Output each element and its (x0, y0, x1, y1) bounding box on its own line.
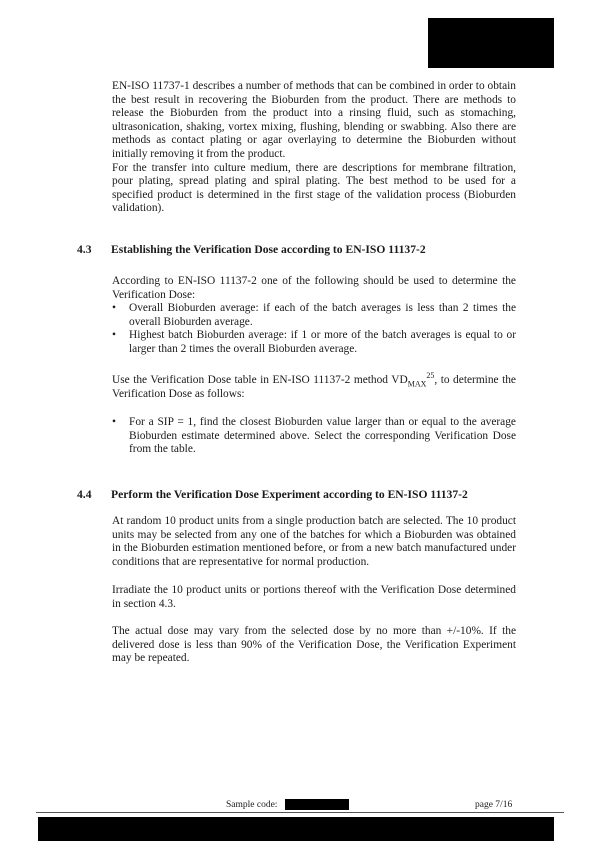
section-title: Perform the Verification Dose Experiment according to EN-ISO 11137-2 (111, 488, 468, 501)
section-4-4-paragraph-3: The actual dose may vary from the selected dose by no more than +/-10%. If the delivered dose is less than 90% of the Verification Dose, the Verification Experiment may be repeated. (112, 625, 516, 665)
redaction-block-top (428, 18, 554, 68)
table-text-before: Use the Verification Dose table in EN-ISO 11137-2 method VD (112, 374, 408, 386)
vd-superscript: 25 (426, 371, 435, 381)
section-number: 4.4 (77, 488, 92, 501)
intro-paragraph-1: EN-ISO 11737-1 describes a number of methods that can be combined in order to obtain the best result in recovering the Bioburden from the product. There are methods to release the Bioburden from the product into a rinsing fluid, such as stomaching, ultrasonication, shaking, vortex mixing, flushing, blending or swabbing. Also there are methods as contact plating or agar overlaying to determine the Bioburden without initially removing it from the product. (112, 80, 516, 160)
page-number: page 7/16 (475, 800, 513, 810)
criteria-list (112, 302, 516, 356)
section-4-3-lead: According to EN-ISO 11137-2 one of the following should be used to determine the Verification Dose: (112, 275, 516, 301)
sample-code-label: Sample code: (226, 800, 278, 810)
section-4-3-table-paragraph (112, 371, 516, 401)
intro-paragraph-2: For the transfer into culture medium, there are descriptions for membrane filtration, pour plating, spread plating and spiral plating. The best method to be used for a specified product is determined in the first stage of the validation process (Bioburden validation). (112, 161, 516, 215)
section-4-4-paragraph-1: At random 10 product units from a single production batch are selected. The 10 product units may be selected from any one of the batches for which a Bioburden was obtained in the Bioburden estimation mentioned before, or from a new batch manufactured under conditions that are representative for normal production. (112, 515, 516, 568)
list-item: • Highest batch Bioburden average: if 1 or more of the batch averages is equal to or larger than 2 times the overall Bioburden average. (112, 329, 516, 356)
footer-divider (36, 812, 564, 813)
section-4-3-sip-bullet (112, 416, 516, 457)
table-text-after: , to determine the Verification Dose as follows: (112, 374, 516, 400)
intro-section (112, 80, 516, 216)
list-item: • Overall Bioburden average: if each of the batch averages is less than 2 times the overall Bioburden average. (112, 302, 516, 329)
vd-subscript: MAX (407, 379, 427, 389)
redaction-block-bottom (38, 817, 554, 841)
section-title: Establishing the Verification Dose according to EN-ISO 11137-2 (111, 243, 426, 256)
sample-code-redaction (285, 799, 349, 810)
section-4-3-body (112, 275, 516, 357)
section-4-4-heading (77, 488, 547, 502)
section-4-3-heading (77, 243, 547, 257)
section-4-4-paragraph-2: Irradiate the 10 product units or portions thereof with the Verification Dose determined in section 4.3. (112, 584, 516, 610)
list-item: • For a SIP = 1, find the closest Bioburden value larger than or equal to the average Bioburden estimate determined above. Select the corresponding Verification Dose from the table. (112, 416, 516, 457)
section-number: 4.3 (77, 243, 92, 256)
